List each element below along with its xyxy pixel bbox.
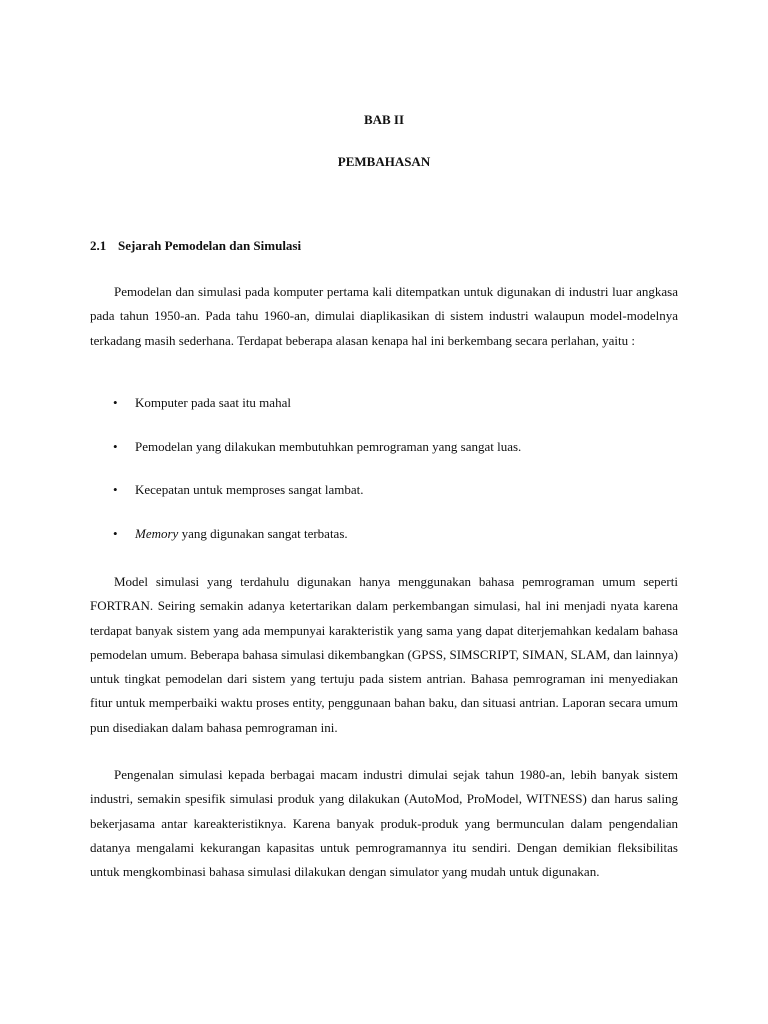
list-item-text: Kecepatan untuk memproses sangat lambat.: [135, 482, 364, 497]
section-heading: [90, 238, 301, 254]
paragraph-intro: Pemodelan dan simulasi pada komputer pertama kali ditempatkan untuk digunakan di industri luar angkasa pada tahun 1950-an. Pada tahu 1960-an, dimulai diaplikasikan di sistem industri walaupun model-modelnya terkadang masih sederhana. Terdapat beberapa alasan kenapa hal ini berkembang secara perlahan, yaitu :: [90, 284, 678, 348]
list-item: [90, 439, 678, 483]
chapter-title: BAB II: [363, 112, 405, 127]
section-number: 2.1: [90, 238, 107, 253]
bullet-icon: •: [113, 482, 118, 497]
paragraph-early-languages: Model simulasi yang terdahulu digunakan hanya menggunakan bahasa pemrograman umum seperti FORTRAN. Seiring semakin adanya ketertarikan dalam perkembangan simulasi, hal ini menjadi nyata karena terdapat banyak sistem yang ada mempunyai karakteristik yang sama yang dapat diterjemahkan kedalam bahasa pemodelan umum. Beberapa bahasa simulasi dikembangkan (GPSS, SIMSCRIPT, SIMAN, SLAM, dan lainnya) untuk tingkat pemodelan dari sistem yang tertuju pada sistem antrian. Bahasa pemrograman ini menyediakan fitur untuk memperbaiki waktu proses entity, penggunaan bahan baku, dan situasi antrian. Laporan secara umum pun disediakan dalam bahasa pemrograman ini.: [90, 574, 678, 735]
bullet-icon: •: [113, 395, 118, 410]
paragraph-industry-introduction: Pengenalan simulasi kepada berbagai macam industri dimulai sejak tahun 1980-an, lebih banyak sistem industri, semakin spesifik simulasi produk yang dilakukan (AutoMod, ProModel, WITNESS) dan harus saling bekerjasama antar kareakteristiknya. Karena banyak produk-produk yang bermunculan dalam pengendalian datanya mengalami kekurangan kapasitas untuk pemrogramannya itu sendiri. Dengan demikian fleksibilitas untuk mengkombinasi bahasa simulasi dilakukan dengan simulator yang mudah untuk digunakan.: [90, 767, 678, 880]
list-item-text: Komputer pada saat itu mahal: [135, 395, 291, 410]
list-item-italic-term: Memory: [135, 525, 179, 541]
section-title: Sejarah Pemodelan dan Simulasi: [118, 238, 302, 253]
list-item: [90, 482, 678, 526]
list-item-text: yang digunakan sangat terbatas.: [178, 525, 348, 541]
list-item-text: Pemodelan yang dilakukan membutuhkan pemrograman yang sangat luas.: [135, 438, 522, 454]
bullet-icon: •: [113, 525, 118, 541]
bullet-icon: •: [113, 438, 118, 454]
list-item: [90, 395, 678, 439]
chapter-subtitle: PEMBAHASAN: [337, 154, 431, 169]
reasons-list: [90, 395, 678, 569]
list-item: [90, 526, 678, 570]
